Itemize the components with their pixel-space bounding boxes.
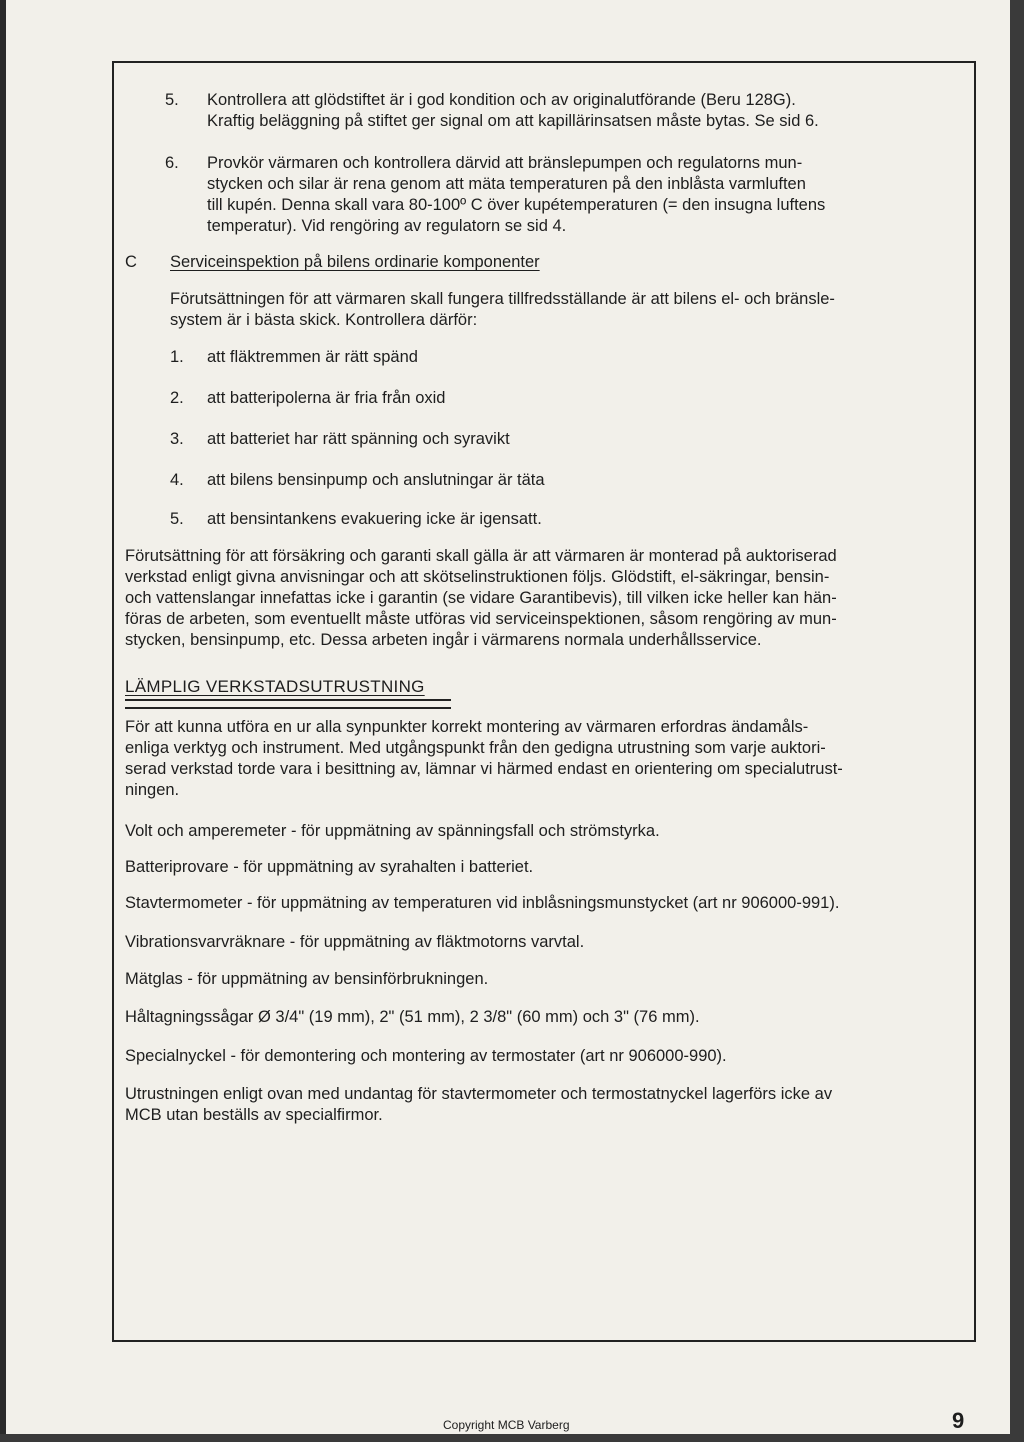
workshop-intro-line-1: För att kunna utföra en ur alla synpunkter korrekt montering av värmaren erfordras ändamåls- bbox=[125, 718, 809, 736]
warranty-line-5: stycken, bensinpump, etc. Dessa arbeten ingår i värmarens normala underhållsservice. bbox=[125, 631, 762, 649]
item-6-line-2: stycken och silar är rena genom att mäta temperaturen på den inblåsta varmluften bbox=[207, 175, 806, 193]
heading-double-underline bbox=[125, 699, 451, 709]
warranty-line-3: och vattenslangar innefattas icke i garantin (se vidare Garantibevis), till vilken icke heller kan hän- bbox=[125, 589, 837, 607]
item-6-line-3: till kupén. Denna skall vara 80-100º C över kupétemperaturen (= den insugna luftens bbox=[207, 196, 826, 214]
check-1-number: 1. bbox=[170, 348, 184, 366]
section-c-intro-line-2: system är i bästa skick. Kontrollera därför: bbox=[170, 311, 478, 329]
warranty-line-4: föras de arbeten, som eventuellt måste utföras vid serviceinspektionen, såsom rengöring av mun- bbox=[125, 610, 837, 628]
page-number: 9 bbox=[952, 1408, 965, 1433]
item-6-line-4: temperatur). Vid rengöring av regulatorn se sid 4. bbox=[207, 217, 567, 235]
tool-4: Vibrationsvarvräknare - för uppmätning av fläktmotorns varvtal. bbox=[125, 933, 585, 951]
workshop-intro-line-4: ningen. bbox=[125, 781, 180, 799]
item-6-number: 6. bbox=[165, 154, 179, 172]
workshop-intro-line-2: enliga verktyg och instrument. Med utgångspunkt från den gedigna utrustning som varje auktori- bbox=[125, 739, 826, 757]
check-3-number: 3. bbox=[170, 430, 184, 448]
closing-line-1: Utrustningen enligt ovan med undantag för stavtermometer och termostatnyckel lagerförs icke av bbox=[125, 1085, 833, 1103]
check-3-text: att batteriet har rätt spänning och syravikt bbox=[207, 430, 510, 448]
tool-6: Håltagningssågar Ø 3/4" (19 mm), 2" (51 mm), 2 3/8" (60 mm) och 3" (76 mm). bbox=[125, 1008, 700, 1026]
footer-copyright: Copyright MCB Varberg bbox=[443, 1418, 570, 1432]
check-4-number: 4. bbox=[170, 471, 184, 489]
tool-2: Batteriprovare - för uppmätning av syrahalten i batteriet. bbox=[125, 858, 534, 876]
warranty-line-2: verkstad enligt givna anvisningar och att skötselinstruktionen följs. Glödstift, el-säkringar, bensin- bbox=[125, 568, 830, 586]
item-5-line-1: Kontrollera att glödstiftet är i god kondition och av originalutförande (Beru 128G). bbox=[207, 91, 796, 109]
check-4-text: att bilens bensinpump och anslutningar är täta bbox=[207, 471, 545, 489]
check-5-text: att bensintankens evakuering icke är igensatt. bbox=[207, 510, 542, 528]
check-1-text: att fläktremmen är rätt spänd bbox=[207, 348, 418, 366]
section-c-intro-line-1: Förutsättningen för att värmaren skall fungera tillfredsställande är att bilens el- och bränsle- bbox=[170, 290, 835, 308]
item-5-number: 5. bbox=[165, 91, 179, 109]
tool-3: Stavtermometer - för uppmätning av temperaturen vid inblåsningsmunstycket (art nr 906000-991). bbox=[125, 894, 840, 912]
check-2-number: 2. bbox=[170, 389, 184, 407]
check-2-text: att batteripolerna är fria från oxid bbox=[207, 389, 446, 407]
workshop-intro-line-3: serad verkstad torde vara i besittning av, lämnar vi härmed endast en orientering om specialutrust- bbox=[125, 760, 843, 778]
workshop-heading: LÄMPLIG VERKSTADSUTRUSTNING bbox=[125, 677, 425, 696]
check-5-number: 5. bbox=[170, 510, 184, 528]
warranty-line-1: Förutsättning för att försäkring och garanti skall gälla är att värmaren är monterad på auktoriserad bbox=[125, 547, 837, 565]
closing-line-2: MCB utan beställs av specialfirmor. bbox=[125, 1106, 383, 1124]
item-6-line-1: Provkör värmaren och kontrollera därvid att bränslepumpen och regulatorns mun- bbox=[207, 154, 803, 172]
section-c-heading: Serviceinspektion på bilens ordinarie komponenter bbox=[170, 253, 540, 271]
tool-7: Specialnyckel - för demontering och montering av termostater (art nr 906000-990). bbox=[125, 1047, 727, 1065]
section-c-letter: C bbox=[125, 253, 137, 271]
item-5-line-2: Kraftig beläggning på stiftet ger signal om att kapillärinsatsen måste bytas. Se sid 6. bbox=[207, 112, 819, 130]
tool-1: Volt och amperemeter - för uppmätning av spänningsfall och strömstyrka. bbox=[125, 822, 660, 840]
tool-5: Mätglas - för uppmätning av bensinförbrukningen. bbox=[125, 970, 489, 988]
